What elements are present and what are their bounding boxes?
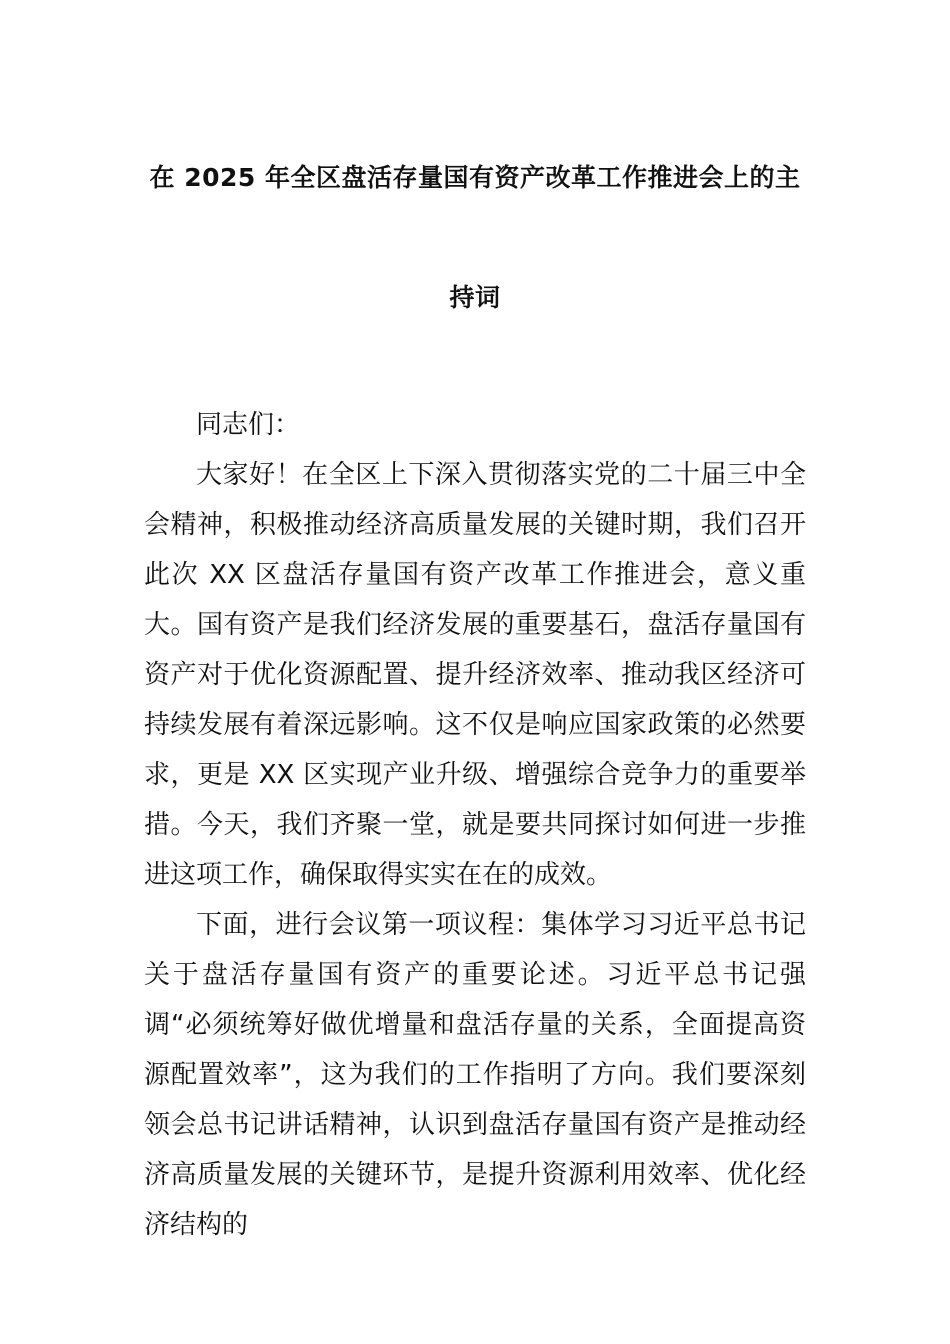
document-title-line-2: 持词: [449, 283, 501, 312]
paragraph-2: 下面，进行会议第一项议程：集体学习习近平总书记关于盘活存量国有资产的重要论述。习近平总书记强调“必须统筹好做优增量和盘活存量的关系，全面提高资源配置效率”，这为我们的工作指明了方向。我们要深刻领会总书记讲话精神，认识到盘活存量国有资产是推动经济高质量发展的关键环节，是提升资源利用效率、优化经济结构的: [144, 910, 806, 1240]
document-body: [144, 400, 806, 1250]
salutation: 同志们：: [196, 410, 301, 440]
paragraph-1: 大家好！在全区上下深入贯彻落实党的二十届三中全会精神，积极推动经济高质量发展的关键时期，我们召开此次 XX 区盘活存量国有资产改革工作推进会，意义重大。国有资产是我们经济发展的重要基石，盘活存量国有资产对于优化资源配置、提升经济效率、推动我区经济可持续发展有着深远影响。这不仅是响应国家政策的必然要求，更是 XX 区实现产业升级、增强综合竞争力的重要举措。今天，我们齐聚一堂，就是要共同探讨如何进一步推进这项工作，确保取得实实在在的成效。: [144, 460, 806, 890]
document-title-line-1: 在 2025 年全区盘活存量国有资产改革工作推进会上的主: [149, 163, 801, 192]
